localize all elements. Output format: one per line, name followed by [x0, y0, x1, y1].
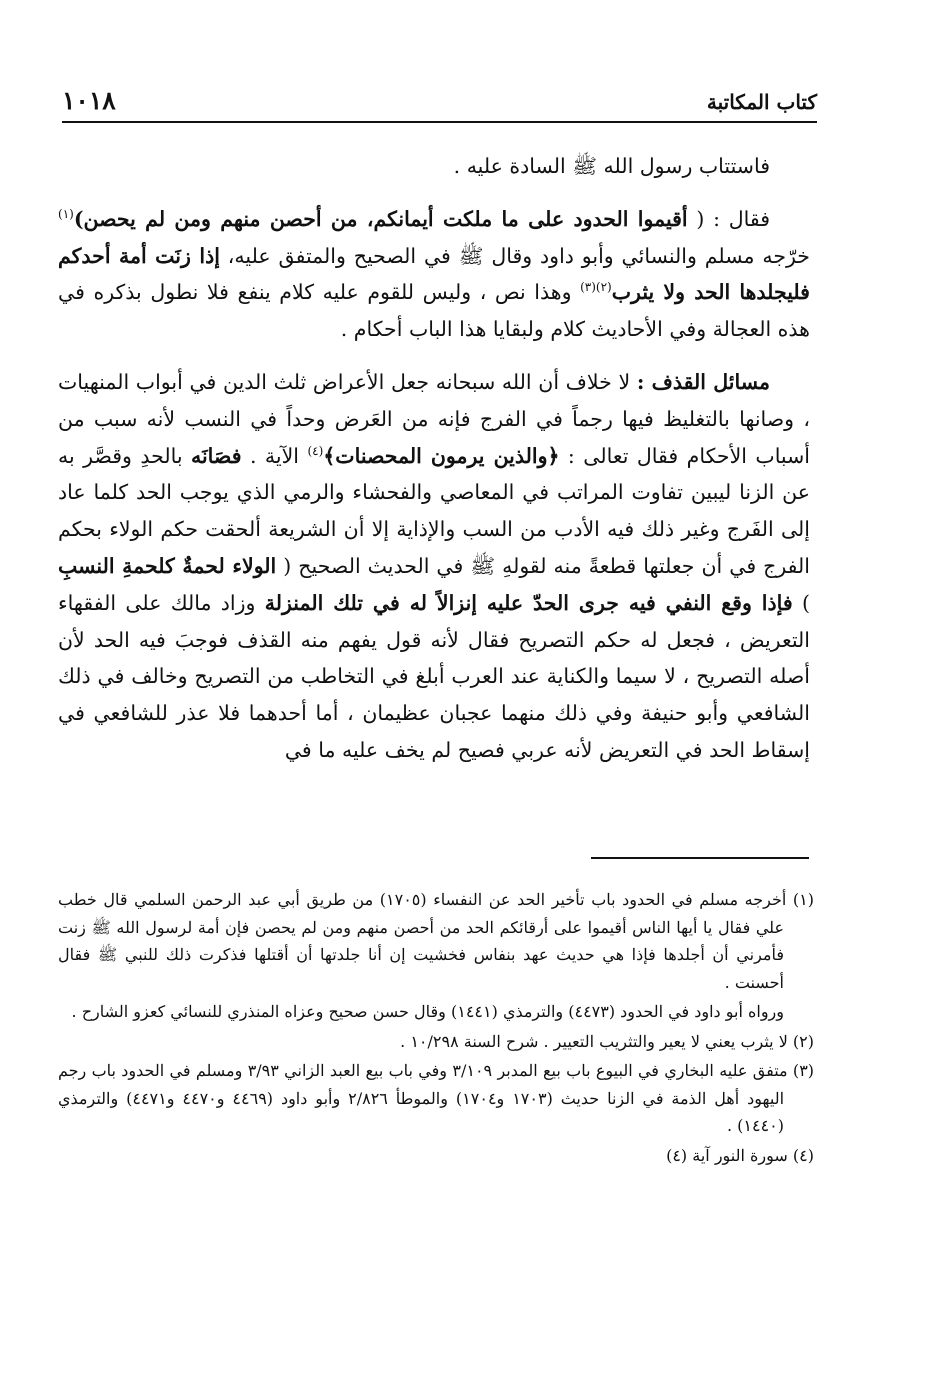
footnote-ref-2-3: (٢)(٣) [580, 280, 612, 295]
page-header [62, 86, 817, 118]
paragraph-3-text-b: الآية . [241, 443, 308, 468]
paragraph-2 [58, 201, 810, 348]
hadith-quote: أقيموا الحدود على ما ملكت أيمانكم، من أحصن منهم ومن لم يحصن) [73, 206, 688, 231]
footnote-ref-4: (٤) [307, 443, 324, 458]
main-text [58, 148, 810, 769]
paragraph-3-text-d: بالحدِ وقصَّر به عن الزنا ليبين تفاوت المراتب في المعاصي والفحشاء والرمي الذي يوجب الحد كلما عاد إلى الفَرج وغير ذلك فيه الأدب من السب والإذاية إلا أن الشريعة ألحقت حكم الولاء بحكم الفرج في أن جعلتها قطعةً منه لقولهِ ﷺ في الحديث الصحيح ( [58, 443, 810, 578]
paragraph-3-bold-phrase: فإذا وقع النفي فيه جرى الحدّ عليه إنزالاً له في تلك المنزلة [264, 590, 793, 615]
footnote-4: (٤) سورة النور آية (٤) [666, 1145, 814, 1165]
paragraph-1-text: فاستتاب رسول الله ﷺ السادة عليه . [453, 154, 770, 178]
paragraph-2-intro: فقال : ( [687, 206, 771, 231]
hadith-quote-3: الولاء لحمةٌ كلحمةِ النسبِ [58, 553, 277, 578]
footnotes [58, 886, 814, 1171]
paragraph-3-bold-word: فصَانَه [190, 443, 242, 468]
header-rule [62, 121, 817, 123]
book-title: كتاب المكاتبة [706, 90, 817, 114]
page-number: ١٠١٨ [62, 86, 116, 115]
footnote-3: (٣) متفق عليه البخاري في البيوع باب بيع المدبر ٣/١٠٩ وفي باب بيع العبد الزاني ٣/٩٣ ومسلم في الحدود باب رجم اليهود أهل الذمة في الزنا حديث (١٧٠٣ و١٧٠٤) والموطأ ٢/٨٢٦ وأبو داود (٤٤٦٩ و٤٤٧٠ و٤٤٧١) والترمذي (١٤٤٠) . [58, 1061, 815, 1135]
hadith-quote-2: إذا زنَت أمة أحدكم فليجلدها الحد ولا يثرب [58, 243, 810, 305]
section-heading: مسائل القذف : [636, 369, 770, 394]
paragraph-3-text-e: ) [792, 590, 810, 615]
footnote-ref-1: (١) [58, 206, 74, 221]
footnote-2: (٢) لا يثرب يعني لا يعير والتثريب التعيير . شرح السنة ١٠/٢٩٨ . [400, 1031, 814, 1051]
quran-verse: ﴿والذين يرمون المحصنات﴾ [323, 443, 560, 468]
paragraph-2-text: خرّجه مسلم والنسائي وأبو داود وقال ﷺ في الصحيح والمتفق عليه، [219, 243, 810, 268]
paragraph-3 [58, 364, 810, 769]
footnote-1: (١) أخرجه مسلم في الحدود باب تأخير الحد عن النفساء (١٧٠٥) من طريق أبي عبد الرحمن السلمي قال خطب علي فقال يا أيها الناس أقيموا على أرقائكم الحد من أحصن منهم ومن لم يحصن فإن أمة لرسول الله ﷺ زنت فأمرني أن أجلدها فإذا هي حديث عهد بنفاس فخشيت إن أنا جلدتها أن أقتلها فذكرت ذلك للنبي ﷺ فقال أحسنت . [58, 890, 814, 992]
footnote-rule [591, 857, 809, 859]
paragraph-3-text-a: لا خلاف أن الله سبحانه جعل الأعراض ثلث الدين في أبواب المنهيات ، وصانها بالتغليظ فيها رجماً في الفرج فإنه من العَرض وحداً في النسب لأنه سبب من أسباب الأحكام فقال تعالى : [58, 369, 810, 468]
paragraph-1 [58, 148, 810, 185]
paragraph-3-text-g: وزاد مالك على الفقهاء التعريض ، فجعل له حكم التصريح فقال لأنه قول يفهم منه القذف فوجبَ فيه الحد لأن أصله التصريح ، لا سيما والكناية عند العرب أبلغ في التخاطب من التصريح وخالف في ذلك الشافعي وأبو حنيفة وفي ذلك منهما عجبان عظيمان ، أما أحدهما فلا عذر للشافعي في إسقاط الحد في التعريض لأنه عربي فصيح لم يخف عليه ما في [58, 590, 810, 762]
footnote-1-continuation: ورواه أبو داود في الحدود (٤٤٧٣) والترمذي (١٤٤١) وقال حسن صحيح وعزاه المنذري للنسائي كعزو الشارح . [71, 1002, 784, 1021]
paragraph-2-rest: وهذا نص ، وليس للقوم عليه كلام ينفع فلا نطول بذكره في هذه العجالة وفي الأحاديث كلام ولبقايا هذا الباب أحكام . [58, 280, 810, 342]
